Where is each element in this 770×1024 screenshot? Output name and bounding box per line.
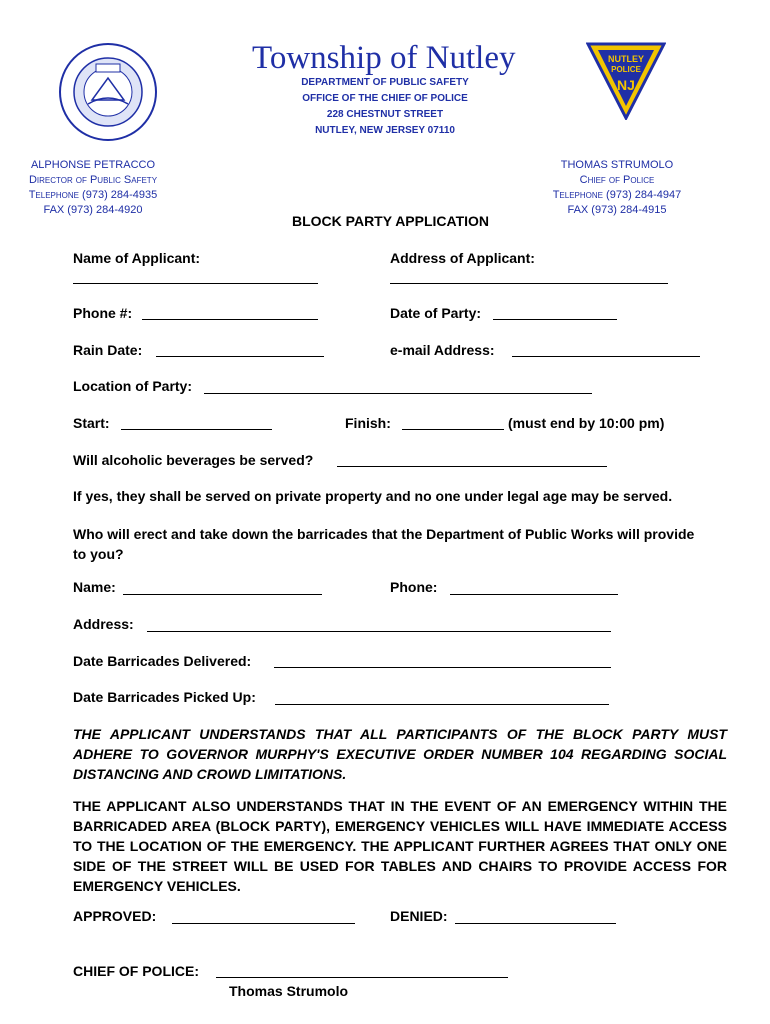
date-of-party-field[interactable] [493,319,617,320]
barricades-picked-up-field[interactable] [275,704,609,705]
director-fax: FAX (973) 284-4920 [43,204,143,216]
barricade-address-field[interactable] [147,631,611,632]
dept-line-3: 228 CHESTNUT STREET [326,109,444,120]
dept-line-1: DEPARTMENT OF PUBLIC SAFETY [301,77,469,88]
address-of-applicant-label: Address of Applicant: [390,250,535,266]
location-label: Location of Party: [73,378,193,394]
alcohol-note: If yes, they shall be served on private property and no one under legal age may be served. [73,488,673,504]
chief-block [532,158,702,218]
barricade-name-field[interactable] [123,594,322,595]
dept-line-2: OFFICE OF THE CHIEF OF POLICE [302,93,468,104]
approved-label: APPROVED: [73,908,157,924]
finish-note: (must end by 10:00 pm) [508,415,665,431]
chief-signature-field[interactable] [216,977,508,978]
barricades-picked-up-label: Date Barricades Picked Up: [73,689,256,705]
chief-title: Chief of Police [579,174,655,186]
emergency-statement: THE APPLICANT ALSO UNDERSTANDS THAT IN THE EVENT OF AN EMERGENCY WITHIN THE BARRICADED AREA (BLOCK PARTY), EMERGENCY VEHICLES WILL HAVE IMMEDIATE ACCESS TO THE LOCATION OF THE EMERGENCY. THE APPLICANT FURTHER AGREES THAT ONLY ONE SIDE OF THE STREET WILL BE USED FOR TABLES AND CHAIRS TO PROVIDE ACCESS FOR EMERGENCY VEHICLES. [73,798,727,894]
finish-time-field[interactable] [402,429,504,430]
page-title: Township of Nutley [252,40,516,76]
name-of-applicant-field[interactable] [73,283,318,284]
dept-line-4: NUTLEY, NEW JERSEY 07110 [315,125,455,136]
email-label: e-mail Address: [390,342,495,358]
form-heading: BLOCK PARTY APPLICATION [292,213,490,229]
chief-of-police-label: CHIEF OF POLICE: [73,963,199,979]
svg-text:POLICE: POLICE [611,65,641,74]
director-block [0,158,186,218]
chief-telephone: Telephone (973) 284-4947 [552,189,682,201]
phone-label: Phone #: [73,305,133,321]
start-label: Start: [73,415,110,431]
email-field[interactable] [512,356,700,357]
approved-field[interactable] [172,923,355,924]
date-of-party-label: Date of Party: [390,305,482,321]
address-of-applicant-field[interactable] [390,283,668,284]
location-field[interactable] [204,393,592,394]
denied-field[interactable] [455,923,616,924]
svg-text:NJ: NJ [617,77,635,93]
covid-statement: THE APPLICANT UNDERSTANDS THAT ALL PARTICIPANTS OF THE BLOCK PARTY MUST ADHERE TO GOVERNOR MURPHY'S EXECUTIVE ORDER NUMBER 104 REGARDING SOCIAL DISTANCING AND CROWD LIMITATIONS. [73,726,727,782]
director-title: Director of Public Safety [28,174,158,186]
name-of-applicant-label: Name of Applicant: [73,250,201,266]
township-seal [58,42,158,142]
police-badge-logo [586,42,666,120]
barricades-delivered-field[interactable] [274,667,611,668]
rain-date-field[interactable] [156,356,324,357]
barricade-phone-field[interactable] [450,594,618,595]
denied-label: DENIED: [390,908,448,924]
chief-signatory-name: Thomas Strumolo [229,983,349,999]
barricades-delivered-label: Date Barricades Delivered: [73,653,252,669]
chief-name: THOMAS STRUMOLO [560,159,674,171]
svg-text:NUTLEY: NUTLEY [608,54,644,64]
rain-date-label: Rain Date: [73,342,143,358]
finish-label: Finish: [345,415,391,431]
director-name: ALPHONSE PETRACCO [30,159,156,171]
barricade-phone-label: Phone: [390,579,438,595]
director-telephone: Telephone (973) 284-4935 [28,189,158,201]
barricade-name-label: Name: [73,579,116,595]
start-time-field[interactable] [121,429,272,430]
barricade-address-label: Address: [73,616,134,632]
barricades-question: Who will erect and take down the barricades that the Department of Public Works will provide to you? [73,526,695,562]
chief-fax: FAX (973) 284-4915 [567,204,667,216]
alcohol-field[interactable] [337,466,607,467]
alcohol-label: Will alcoholic beverages be served? [73,452,314,468]
phone-field[interactable] [142,319,318,320]
